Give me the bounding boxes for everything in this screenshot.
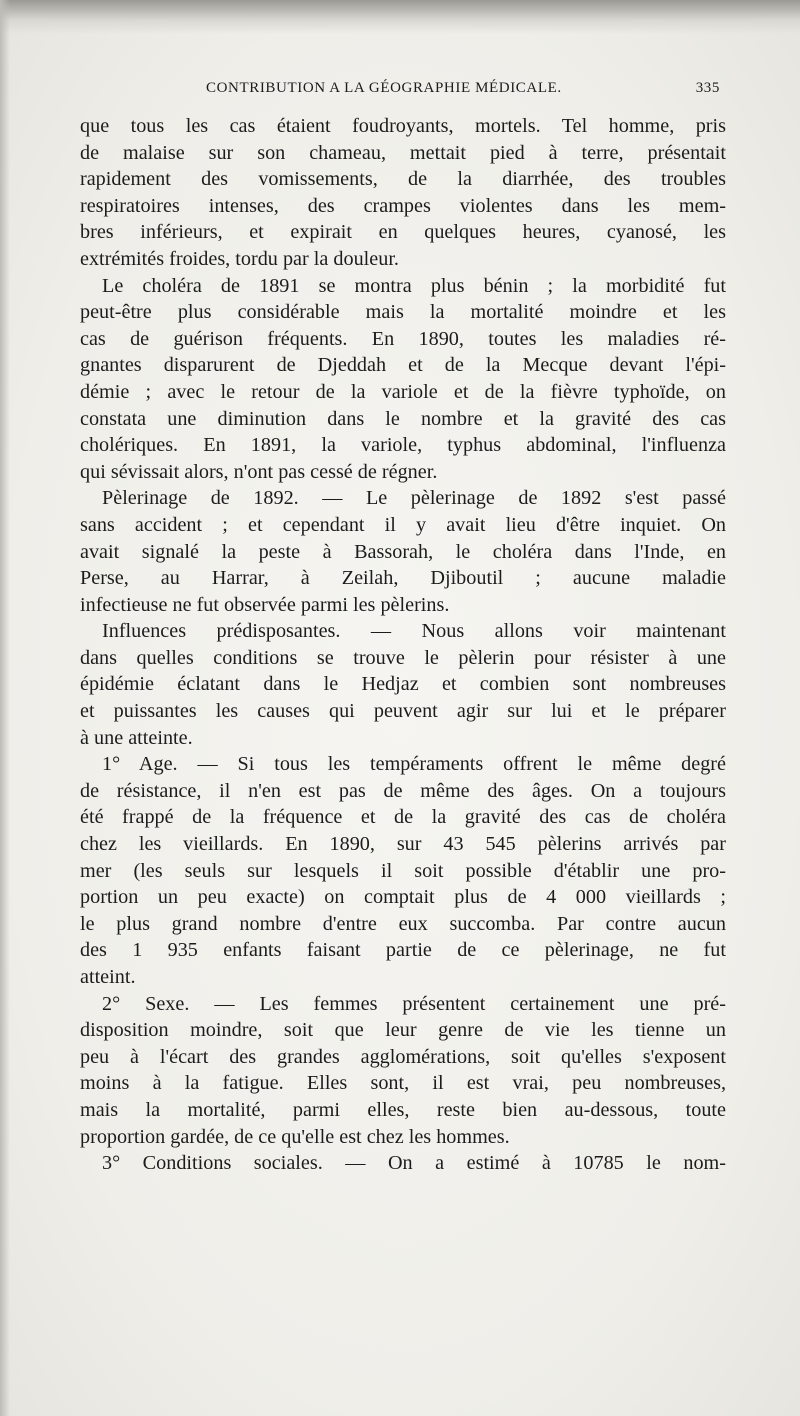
text-line: épidémie éclatant dans le Hedjaz et combien sont nombreuses [80, 673, 726, 696]
text-line: 1° Age. — Si tous les tempéraments offrent le même degré [102, 753, 726, 776]
running-title: CONTRIBUTION A LA GÉOGRAPHIE MÉDICALE. [206, 80, 562, 96]
text-line: infectieuse ne fut observée parmi les pèlerins. [80, 593, 450, 616]
text-line: de résistance, il n'en est pas de même des âges. On a toujours [80, 779, 726, 802]
text-line: peu à l'écart des grandes agglomérations, soit qu'elles s'exposent [80, 1045, 726, 1068]
text-line: cas de guérison fréquents. En 1890, toutes les maladies ré- [80, 327, 726, 350]
text-line: le plus grand nombre d'entre eux succomba. Par contre aucun [80, 912, 726, 935]
text-line: avait signalé la peste à Bassorah, le choléra dans l'Inde, en [80, 540, 726, 563]
text-line: Le choléra de 1891 se montra plus bénin ; la morbidité fut [102, 274, 726, 297]
text-line: Perse, au Harrar, à Zeilah, Djiboutil ; aucune maladie [80, 567, 726, 590]
text-line: constata une diminution dans le nombre et la gravité des cas [80, 407, 726, 430]
text-line: mer (les seuls sur lesquels il soit possible d'établir une pro- [80, 859, 726, 882]
text-line: sans accident ; et cependant il y avait lieu d'être inquiet. On [80, 513, 726, 536]
text-line: 2° Sexe. — Les femmes présentent certainement une pré- [102, 992, 726, 1015]
text-line: et puissantes les causes qui peuvent agir sur lui et le préparer [80, 700, 726, 723]
text-line: à une atteinte. [80, 726, 193, 749]
text-line: moins à la fatigue. Elles sont, il est vrai, peu nombreuses, [80, 1072, 726, 1095]
text-line: chez les vieillards. En 1890, sur 43 545 pèlerins arrivés par [80, 833, 726, 856]
page-header [80, 80, 720, 104]
text-line: que tous les cas étaient foudroyants, mortels. Tel homme, pris [80, 115, 726, 137]
text-line: Pèlerinage de 1892. — Le pèlerinage de 1892 s'est passé [102, 487, 726, 510]
text-line: Influences prédisposantes. — Nous allons voir maintenant [102, 620, 726, 643]
text-line: dans quelles conditions se trouve le pèlerin pour résister à une [80, 646, 726, 669]
text-line: extrémités froides, tordu par la douleur. [80, 247, 399, 270]
text-line: été frappé de la fréquence et de la gravité des cas de choléra [80, 806, 726, 829]
body-text [80, 113, 726, 1177]
text-line: bres inférieurs, et expirait en quelques heures, cyanosé, les [80, 221, 726, 244]
text-line: mais la mortalité, parmi elles, reste bien au-dessous, toute [80, 1098, 726, 1121]
text-line: gnantes disparurent de Djeddah et de la Mecque devant l'épi- [80, 354, 726, 377]
text-line: démie ; avec le retour de la variole et de la fièvre typhoïde, on [80, 380, 726, 403]
text-line: de malaise sur son chameau, mettait pied à terre, présentait [80, 141, 726, 164]
text-line: portion un peu exacte) on comptait plus de 4 000 vieillards ; [80, 886, 726, 909]
text-line: rapidement des vomissements, de la diarrhée, des troubles [80, 168, 726, 191]
text-line: qui sévissait alors, n'ont pas cessé de régner. [80, 460, 438, 483]
page-number: 335 [695, 80, 720, 96]
text-line: atteint. [80, 966, 136, 988]
text-line: des 1 935 enfants faisant partie de ce pèlerinage, ne fut [80, 939, 726, 962]
text-line: proportion gardée, de ce qu'elle est chez les hommes. [80, 1125, 510, 1148]
text-line: disposition moindre, soit que leur genre de vie les tienne un [80, 1019, 726, 1042]
text-line: respiratoires intenses, des crampes violentes dans les mem- [80, 194, 726, 217]
text-line: cholériques. En 1891, la variole, typhus abdominal, l'influenza [80, 434, 726, 457]
scan-left-edge [0, 0, 10, 1416]
scan-top-edge [0, 0, 800, 34]
text-line: 3° Conditions sociales. — On a estimé à 10785 le nom- [102, 1152, 726, 1175]
text-line: peut-être plus considérable mais la mortalité moindre et les [80, 301, 726, 324]
